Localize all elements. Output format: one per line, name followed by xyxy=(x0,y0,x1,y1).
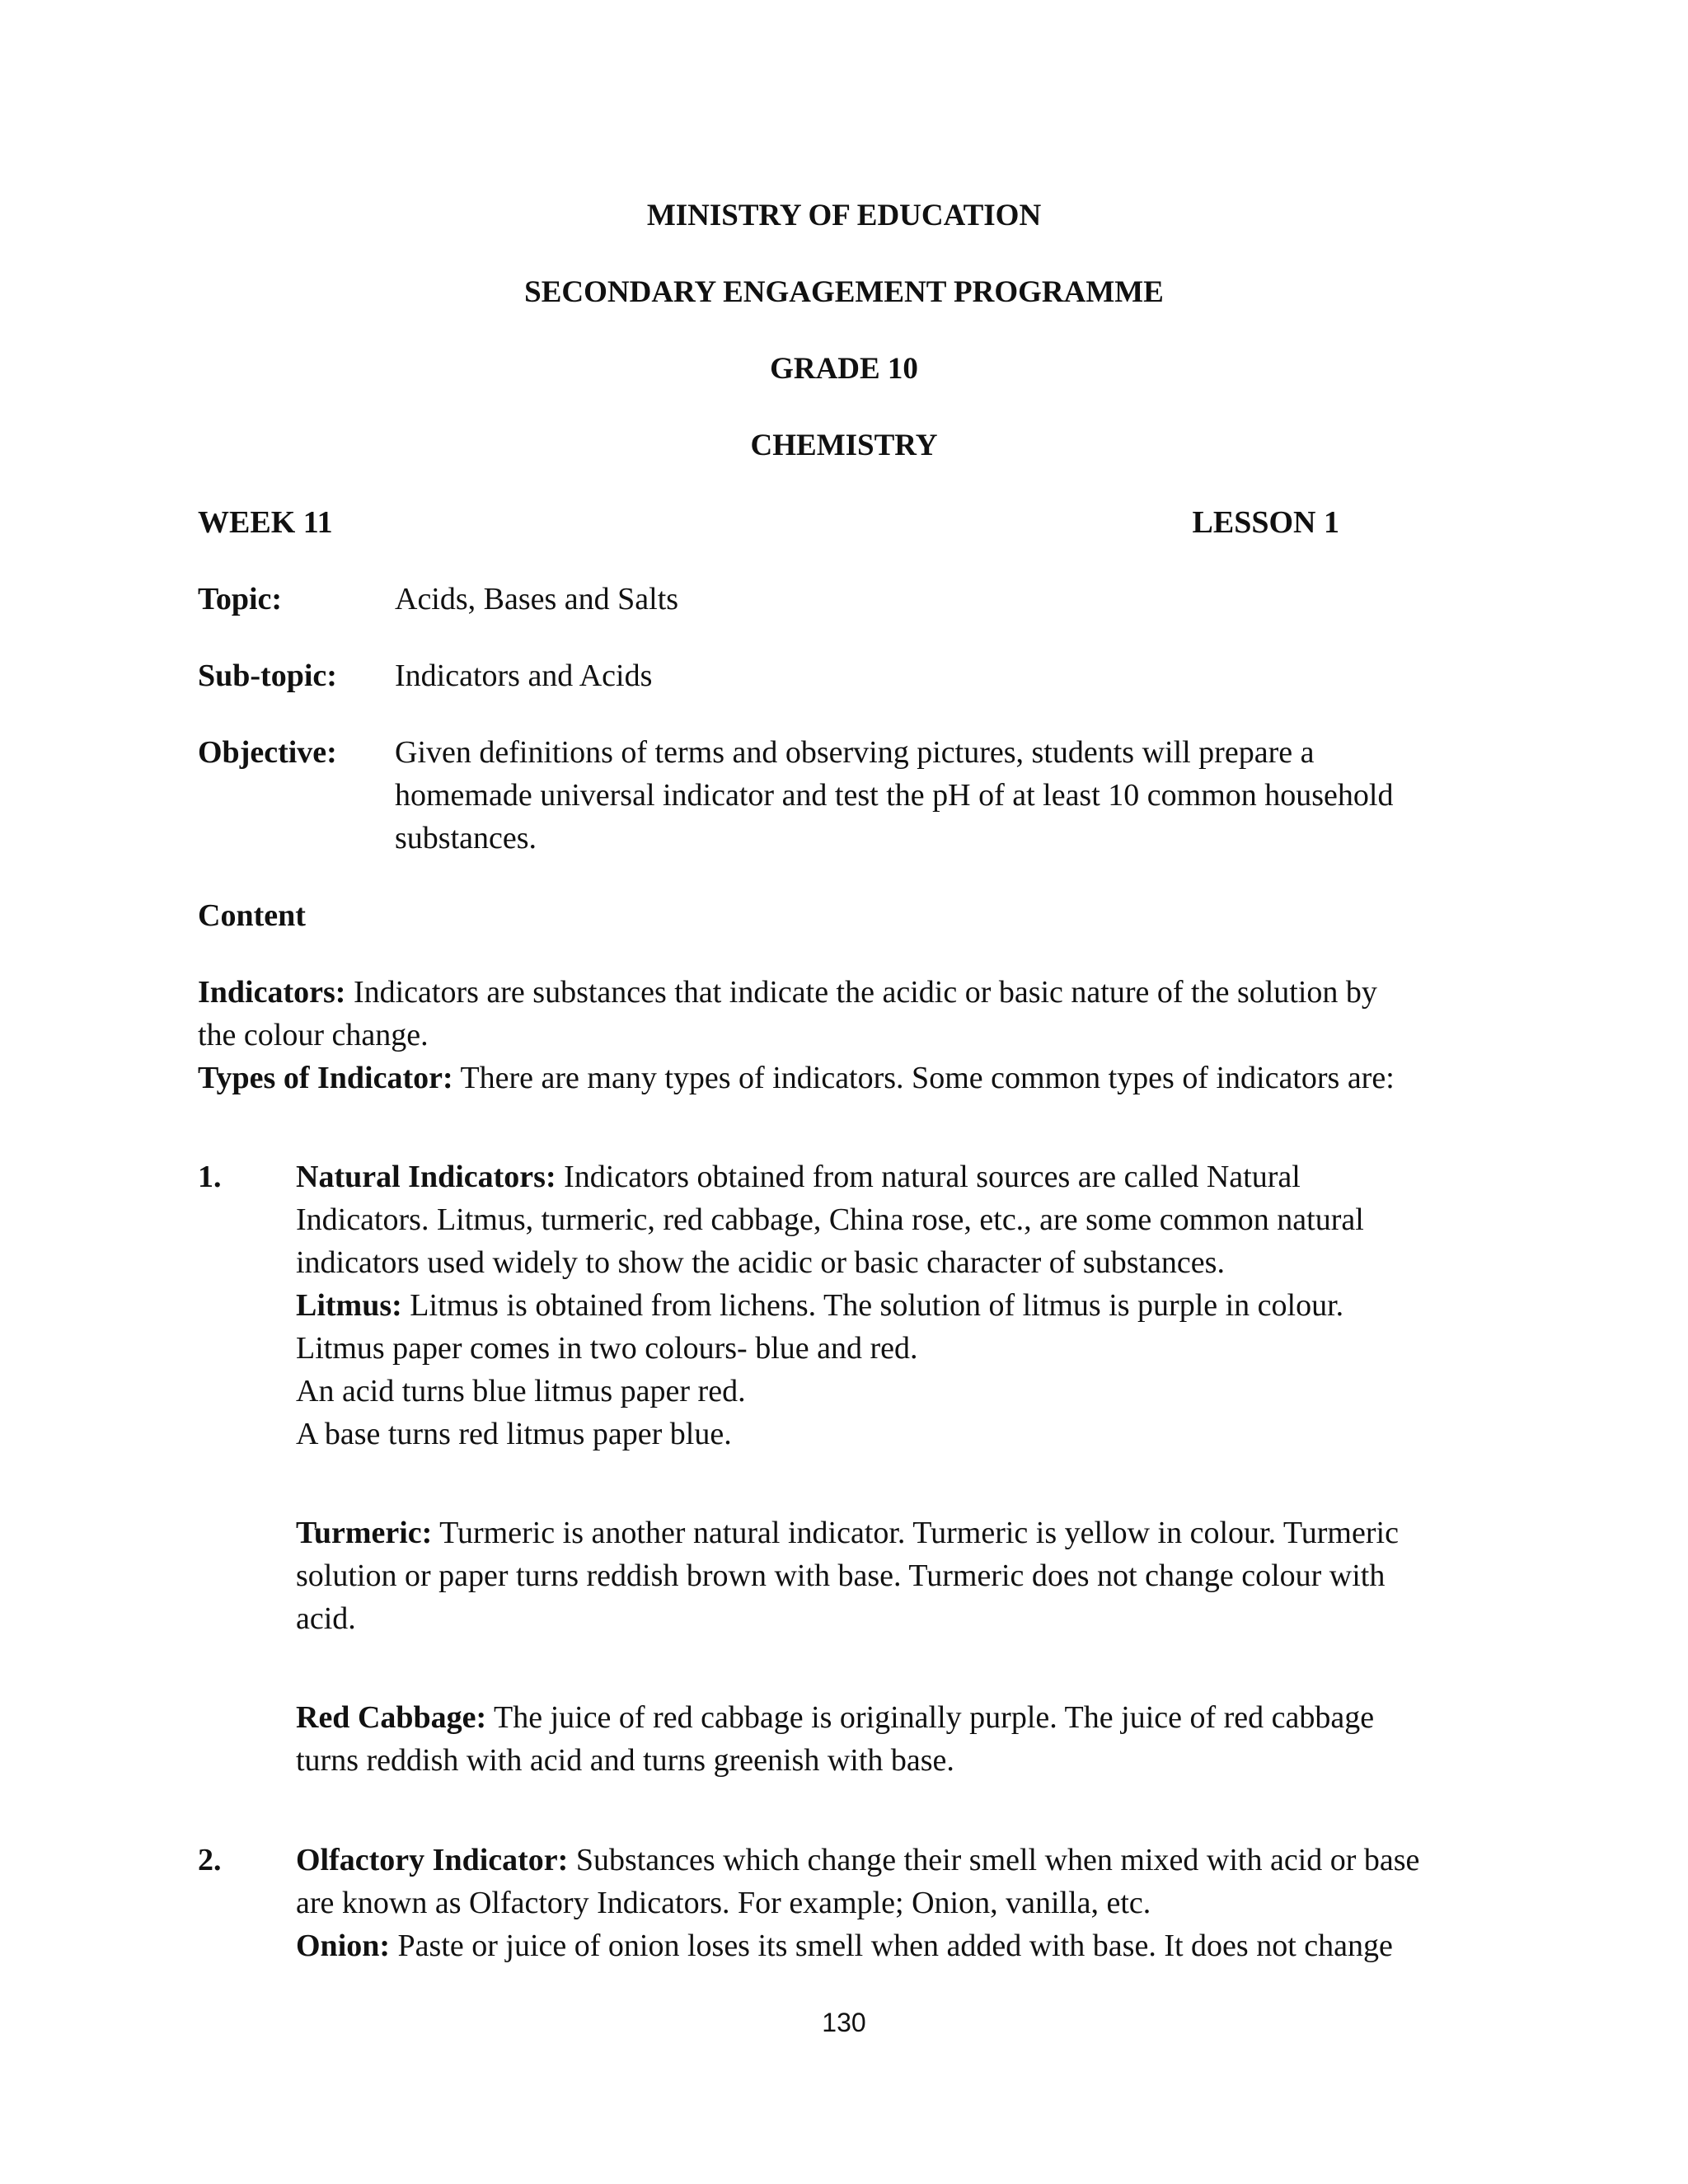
litmus-text: An acid turns blue litmus paper red. xyxy=(296,1374,746,1408)
litmus-term: Litmus: xyxy=(296,1288,402,1323)
page-number: 130 xyxy=(822,2008,866,2037)
objective-line: Given definitions of terms and observing pictures, students will prepare a xyxy=(395,735,1315,770)
list-number-1: 1. xyxy=(198,1160,222,1194)
red-cabbage-paragraph xyxy=(296,1696,1499,1782)
olfactory-indicator-item xyxy=(296,1839,1499,1967)
red-cabbage-text: The juice of red cabbage is originally purple. The juice of red cabbage xyxy=(486,1700,1375,1735)
objective-label: Objective: xyxy=(198,735,337,770)
olfactory-term: Olfactory Indicator: xyxy=(296,1843,569,1877)
olfactory-text: are known as Olfactory Indicators. For example; Onion, vanilla, etc. xyxy=(296,1886,1151,1920)
red-cabbage-text: turns reddish with acid and turns greenish with base. xyxy=(296,1743,954,1778)
natural-indicators-text: Indicators obtained from natural sources are called Natural xyxy=(556,1160,1301,1194)
turmeric-paragraph xyxy=(296,1511,1499,1640)
indicators-text: the colour change. xyxy=(198,1018,429,1052)
lesson-label: LESSON 1 xyxy=(1192,505,1339,540)
turmeric-text: solution or paper turns reddish brown with base. Turmeric does not change colour with xyxy=(296,1558,1386,1593)
natural-indicators-text: Indicators. Litmus, turmeric, red cabbage, China rose, etc., are some common natural xyxy=(296,1202,1364,1237)
onion-term: Onion: xyxy=(296,1929,391,1963)
indicators-term: Indicators: xyxy=(198,975,346,1010)
list-number-2: 2. xyxy=(198,1843,222,1877)
litmus-text: A base turns red litmus paper blue. xyxy=(296,1417,732,1451)
red-cabbage-term: Red Cabbage: xyxy=(296,1700,487,1735)
subtopic-label: Sub-topic: xyxy=(198,658,337,693)
ministry-title: MINISTRY OF EDUCATION xyxy=(646,199,1042,232)
objective-line: substances. xyxy=(395,821,537,855)
programme-title: SECONDARY ENGAGEMENT PROGRAMME xyxy=(524,275,1164,309)
objective-line: homemade universal indicator and test the pH of at least 10 common household xyxy=(395,778,1394,813)
turmeric-text: Turmeric is another natural indicator. Turmeric is yellow in colour. Turmeric xyxy=(432,1516,1399,1550)
olfactory-text: Substances which change their smell when mixed with acid or base xyxy=(568,1843,1420,1877)
subject-title: CHEMISTRY xyxy=(750,429,938,462)
types-term: Types of Indicator: xyxy=(198,1061,453,1095)
natural-indicators-item xyxy=(296,1155,1499,1455)
natural-indicators-text: indicators used widely to show the acidic or basic character of substances. xyxy=(296,1245,1225,1280)
turmeric-text: acid. xyxy=(296,1601,356,1636)
types-text: There are many types of indicators. Some common types of indicators are: xyxy=(452,1061,1395,1095)
week-label: WEEK 11 xyxy=(198,505,333,540)
objective-text xyxy=(395,731,1491,860)
grade-title: GRADE 10 xyxy=(770,352,918,386)
onion-text: Paste or juice of onion loses its smell when added with base. It does not change xyxy=(390,1929,1393,1963)
natural-indicators-term: Natural Indicators: xyxy=(296,1160,556,1194)
content-heading: Content xyxy=(198,898,306,933)
indicators-definition xyxy=(198,971,1500,1099)
litmus-text: Litmus paper comes in two colours- blue and red. xyxy=(296,1331,918,1366)
litmus-text: Litmus is obtained from lichens. The solution of litmus is purple in colour. xyxy=(401,1288,1344,1323)
subtopic-value: Indicators and Acids xyxy=(395,658,653,693)
indicators-text: Indicators are substances that indicate the acidic or basic nature of the solution by xyxy=(345,975,1377,1010)
topic-label: Topic: xyxy=(198,582,283,616)
topic-value: Acids, Bases and Salts xyxy=(395,582,679,616)
turmeric-term: Turmeric: xyxy=(296,1516,433,1550)
